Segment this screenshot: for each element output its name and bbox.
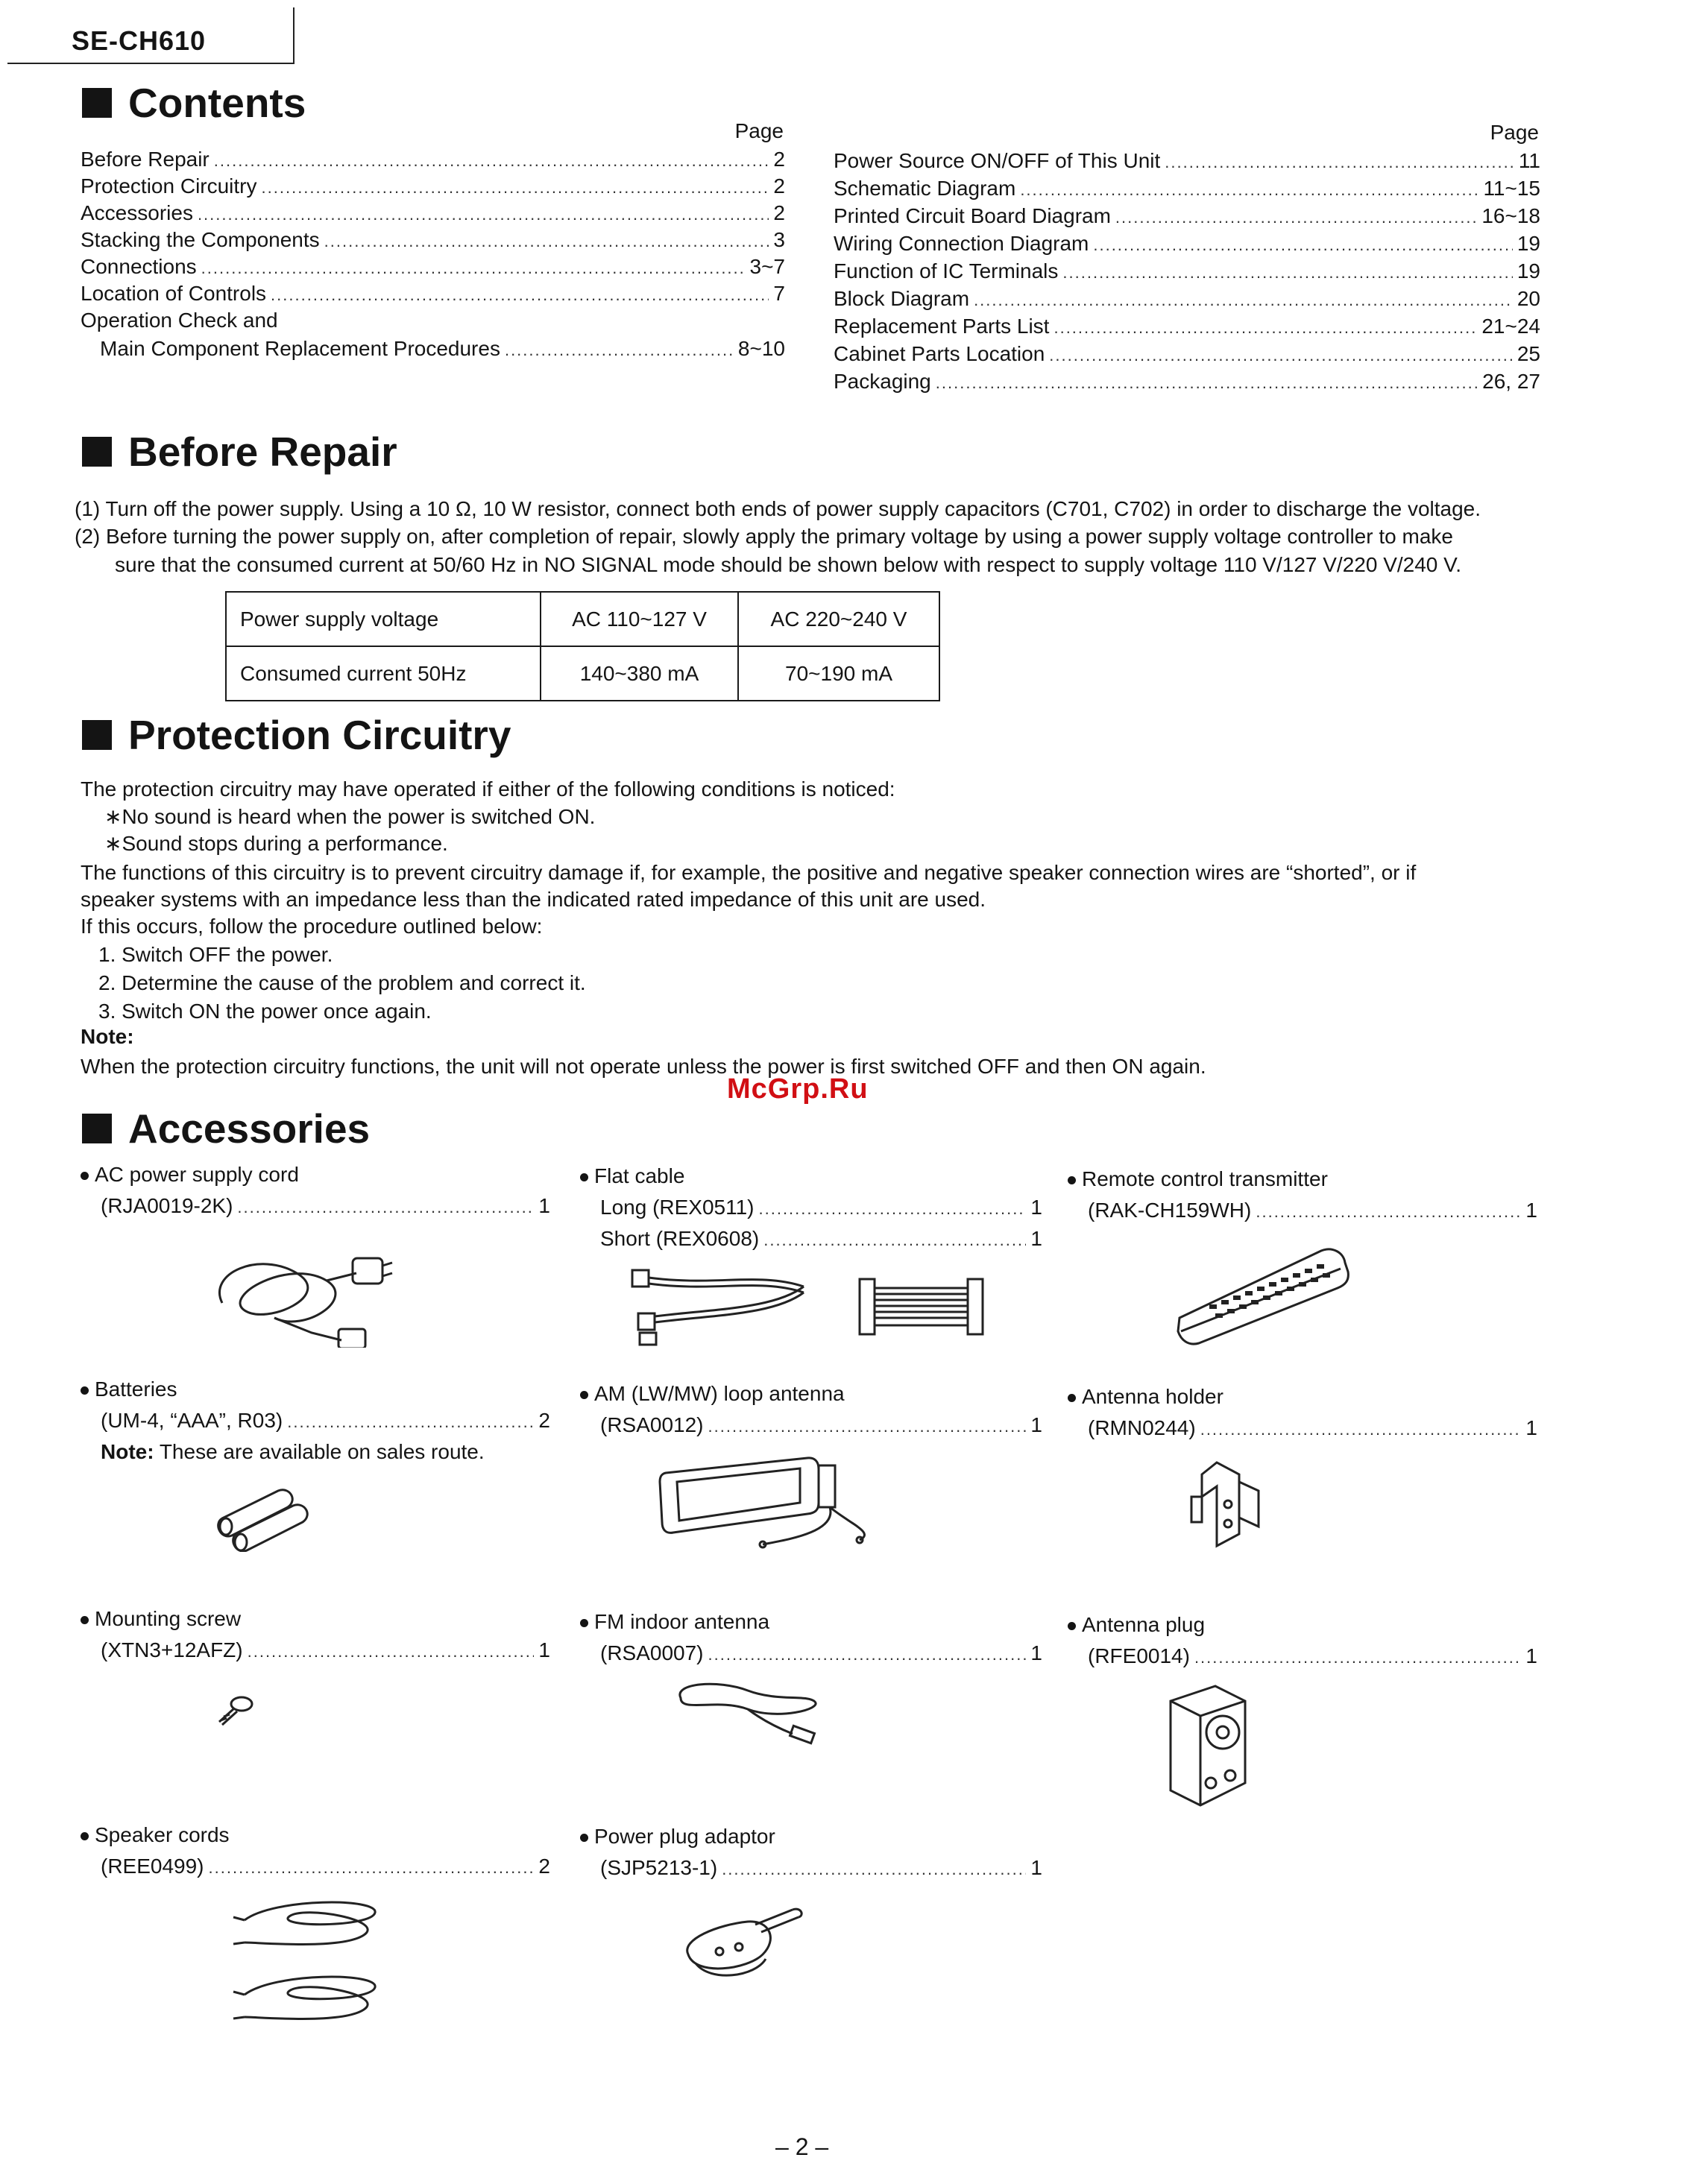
before-repair-title: Before Repair [128, 429, 397, 475]
protection-step: 2. Determine the cause of the problem and correct it. [98, 971, 586, 994]
remote-control-icon [1172, 1236, 1366, 1348]
toc-entry[interactable]: Cabinet Parts Location ..... 25 [834, 342, 1540, 366]
protection-text: speaker systems with an impedance less than the indicated rated impedance of this unit are used. [81, 888, 986, 911]
square-bullet-icon [82, 88, 112, 118]
square-bullet-icon [82, 720, 112, 750]
toc-page-label: Page [1490, 121, 1539, 144]
plug-adaptor-icon [673, 1895, 822, 1992]
accessory-remote: Remote control transmitter (RAK-CH159WH) ..... 1 [1068, 1167, 1537, 1348]
protection-step: 1. Switch OFF the power. [98, 943, 333, 966]
before-repair-step-2-cont: sure that the consumed current at 50/60 Hz in NO SIGNAL mode should be shown below with respect to supply voltage 110 V/127 V/220 V/240 V. [115, 553, 1462, 576]
bullet-icon [1068, 1394, 1076, 1402]
protection-bullet: ∗No sound is heard when the power is switched ON. [104, 805, 596, 828]
table-cell: Consumed current 50Hz [226, 646, 541, 701]
accessory-fm-antenna: FM indoor antenna (RSA0007) ..... 1 [580, 1610, 1042, 1750]
accessory-screw: Mounting screw (XTN3+12AFZ) ..... 1 [81, 1607, 550, 1729]
accessory-batteries: Batteries (UM-4, “AAA”, R03) ..... 2 Note: These are available on sales route. [81, 1377, 550, 1552]
square-bullet-icon [82, 1114, 112, 1143]
toc-entry[interactable]: Block Diagram ..... 20 [834, 287, 1540, 311]
fm-antenna-icon [666, 1676, 830, 1750]
bullet-icon [580, 1391, 588, 1399]
antenna-holder-icon [1187, 1452, 1269, 1549]
toc-right [834, 121, 1540, 404]
protection-text: The functions of this circuitry is to prevent circuitry damage if, for example, the positive and negative speaker connection wires are “shorted”, or if [81, 861, 1417, 884]
protection-note-text: When the protection circuitry functions, the unit will not operate unless the power is first switched OFF and then ON again. [81, 1055, 1206, 1078]
model-number: SE-CH610 [72, 25, 207, 56]
toc-entry[interactable]: Operation Check and [81, 309, 278, 332]
header-rule-vertical [293, 7, 295, 63]
toc-entry[interactable]: Stacking the Components ..... 3 [81, 228, 785, 252]
toc-entry[interactable]: Replacement Parts List ..... 21~24 [834, 315, 1540, 338]
flat-cable-icon [625, 1264, 1027, 1346]
protection-bullet: ∗Sound stops during a performance. [104, 832, 448, 855]
protection-text: If this occurs, follow the procedure outlined below: [81, 915, 543, 938]
ac-cord-icon [200, 1228, 394, 1348]
table-row [226, 646, 939, 701]
accessory-speaker-cords: Speaker cords (REE0499) ..... 2 [81, 1823, 550, 2039]
toc-entry[interactable]: Packaging ..... 26, 27 [834, 370, 1540, 394]
toc-left [81, 119, 785, 403]
speaker-cords-icon [230, 1890, 394, 2039]
accessory-am-antenna: AM (LW/MW) loop antenna (RSA0012) ..... 1 [580, 1382, 1042, 1555]
table-cell: 70~190 mA [738, 646, 939, 701]
bullet-icon [81, 1616, 89, 1624]
bullet-icon [81, 1172, 89, 1180]
table-cell: 140~380 mA [541, 646, 738, 701]
screw-icon [213, 1692, 258, 1729]
toc-entry[interactable]: Protection Circuitry ..... 2 [81, 174, 785, 198]
contents-title: Contents [128, 80, 306, 126]
bullet-icon [580, 1834, 588, 1842]
accessory-flat-cable: Flat cable Long (REX0511) ..... 1 Short (REX0608) ..... 1 [580, 1164, 1042, 1346]
toc-entry[interactable]: Schematic Diagram ..... 11~15 [834, 177, 1540, 201]
before-repair-step-1: (1) Turn off the power supply. Using a 10 Ω, 10 W resistor, connect both ends of power supply capacitors (C701, C702) in order to discharge the voltage. [75, 497, 1481, 520]
bullet-icon [1068, 1622, 1076, 1630]
accessory-antenna-holder: Antenna holder (RMN0244) ..... 1 [1068, 1385, 1537, 1549]
toc-entry[interactable]: Function of IC Terminals ..... 19 [834, 259, 1540, 283]
watermark: McGrp.Ru [727, 1073, 869, 1105]
toc-entry[interactable]: Connections ..... 3~7 [81, 255, 785, 279]
protection-step: 3. Switch ON the power once again. [98, 1000, 432, 1023]
toc-entry[interactable]: Location of Controls ..... 7 [81, 282, 785, 306]
protection-heading [82, 711, 511, 759]
protection-title: Protection Circuitry [128, 712, 511, 758]
bullet-icon [580, 1619, 588, 1627]
square-bullet-icon [82, 437, 112, 467]
protection-text: The protection circuitry may have operated if either of the following conditions is noticed: [81, 777, 895, 801]
protection-note-label: Note: [81, 1025, 134, 1048]
table-row [226, 592, 939, 646]
toc-entry[interactable]: Printed Circuit Board Diagram ..... 16~18 [834, 204, 1540, 228]
accessory-ac-cord: AC power supply cord (RJA0019-2K) ..... 1 [81, 1163, 550, 1348]
page-number: – 2 – [775, 2133, 829, 2160]
toc-page-label: Page [734, 119, 784, 142]
accessories-heading [82, 1105, 370, 1152]
batteries-icon [207, 1477, 319, 1552]
am-loop-antenna-icon [651, 1451, 875, 1555]
before-repair-heading [82, 428, 397, 476]
toc-entry[interactable]: Wiring Connection Diagram ..... 19 [834, 232, 1540, 256]
table-cell: Power supply voltage [226, 592, 541, 646]
accessory-power-plug-adaptor: Power plug adaptor (SJP5213-1) ..... 1 [580, 1825, 1042, 1992]
toc-entry[interactable]: Accessories ..... 2 [81, 201, 785, 225]
bullet-icon [81, 1832, 89, 1840]
toc-entry[interactable]: Main Component Replacement Procedures ..... 8~10 [81, 337, 785, 361]
bullet-icon [1068, 1176, 1076, 1184]
bullet-icon [580, 1173, 588, 1181]
before-repair-step-2: (2) Before turning the power supply on, after completion of repair, slowly apply the primary voltage by using a power supply voltage controller to make [75, 525, 1453, 548]
header-rule [7, 63, 295, 64]
accessory-antenna-plug: Antenna plug (RFE0014) ..... 1 [1068, 1613, 1537, 1813]
table-cell: AC 220~240 V [738, 592, 939, 646]
table-cell: AC 110~127 V [541, 592, 738, 646]
accessories-title: Accessories [128, 1105, 371, 1152]
antenna-plug-icon [1156, 1679, 1260, 1813]
supply-current-table [225, 591, 940, 701]
toc-entry[interactable]: Before Repair ..... 2 [81, 148, 785, 171]
bullet-icon [81, 1386, 89, 1395]
toc-entry[interactable]: Power Source ON/OFF of This Unit ..... 11 [834, 149, 1540, 173]
